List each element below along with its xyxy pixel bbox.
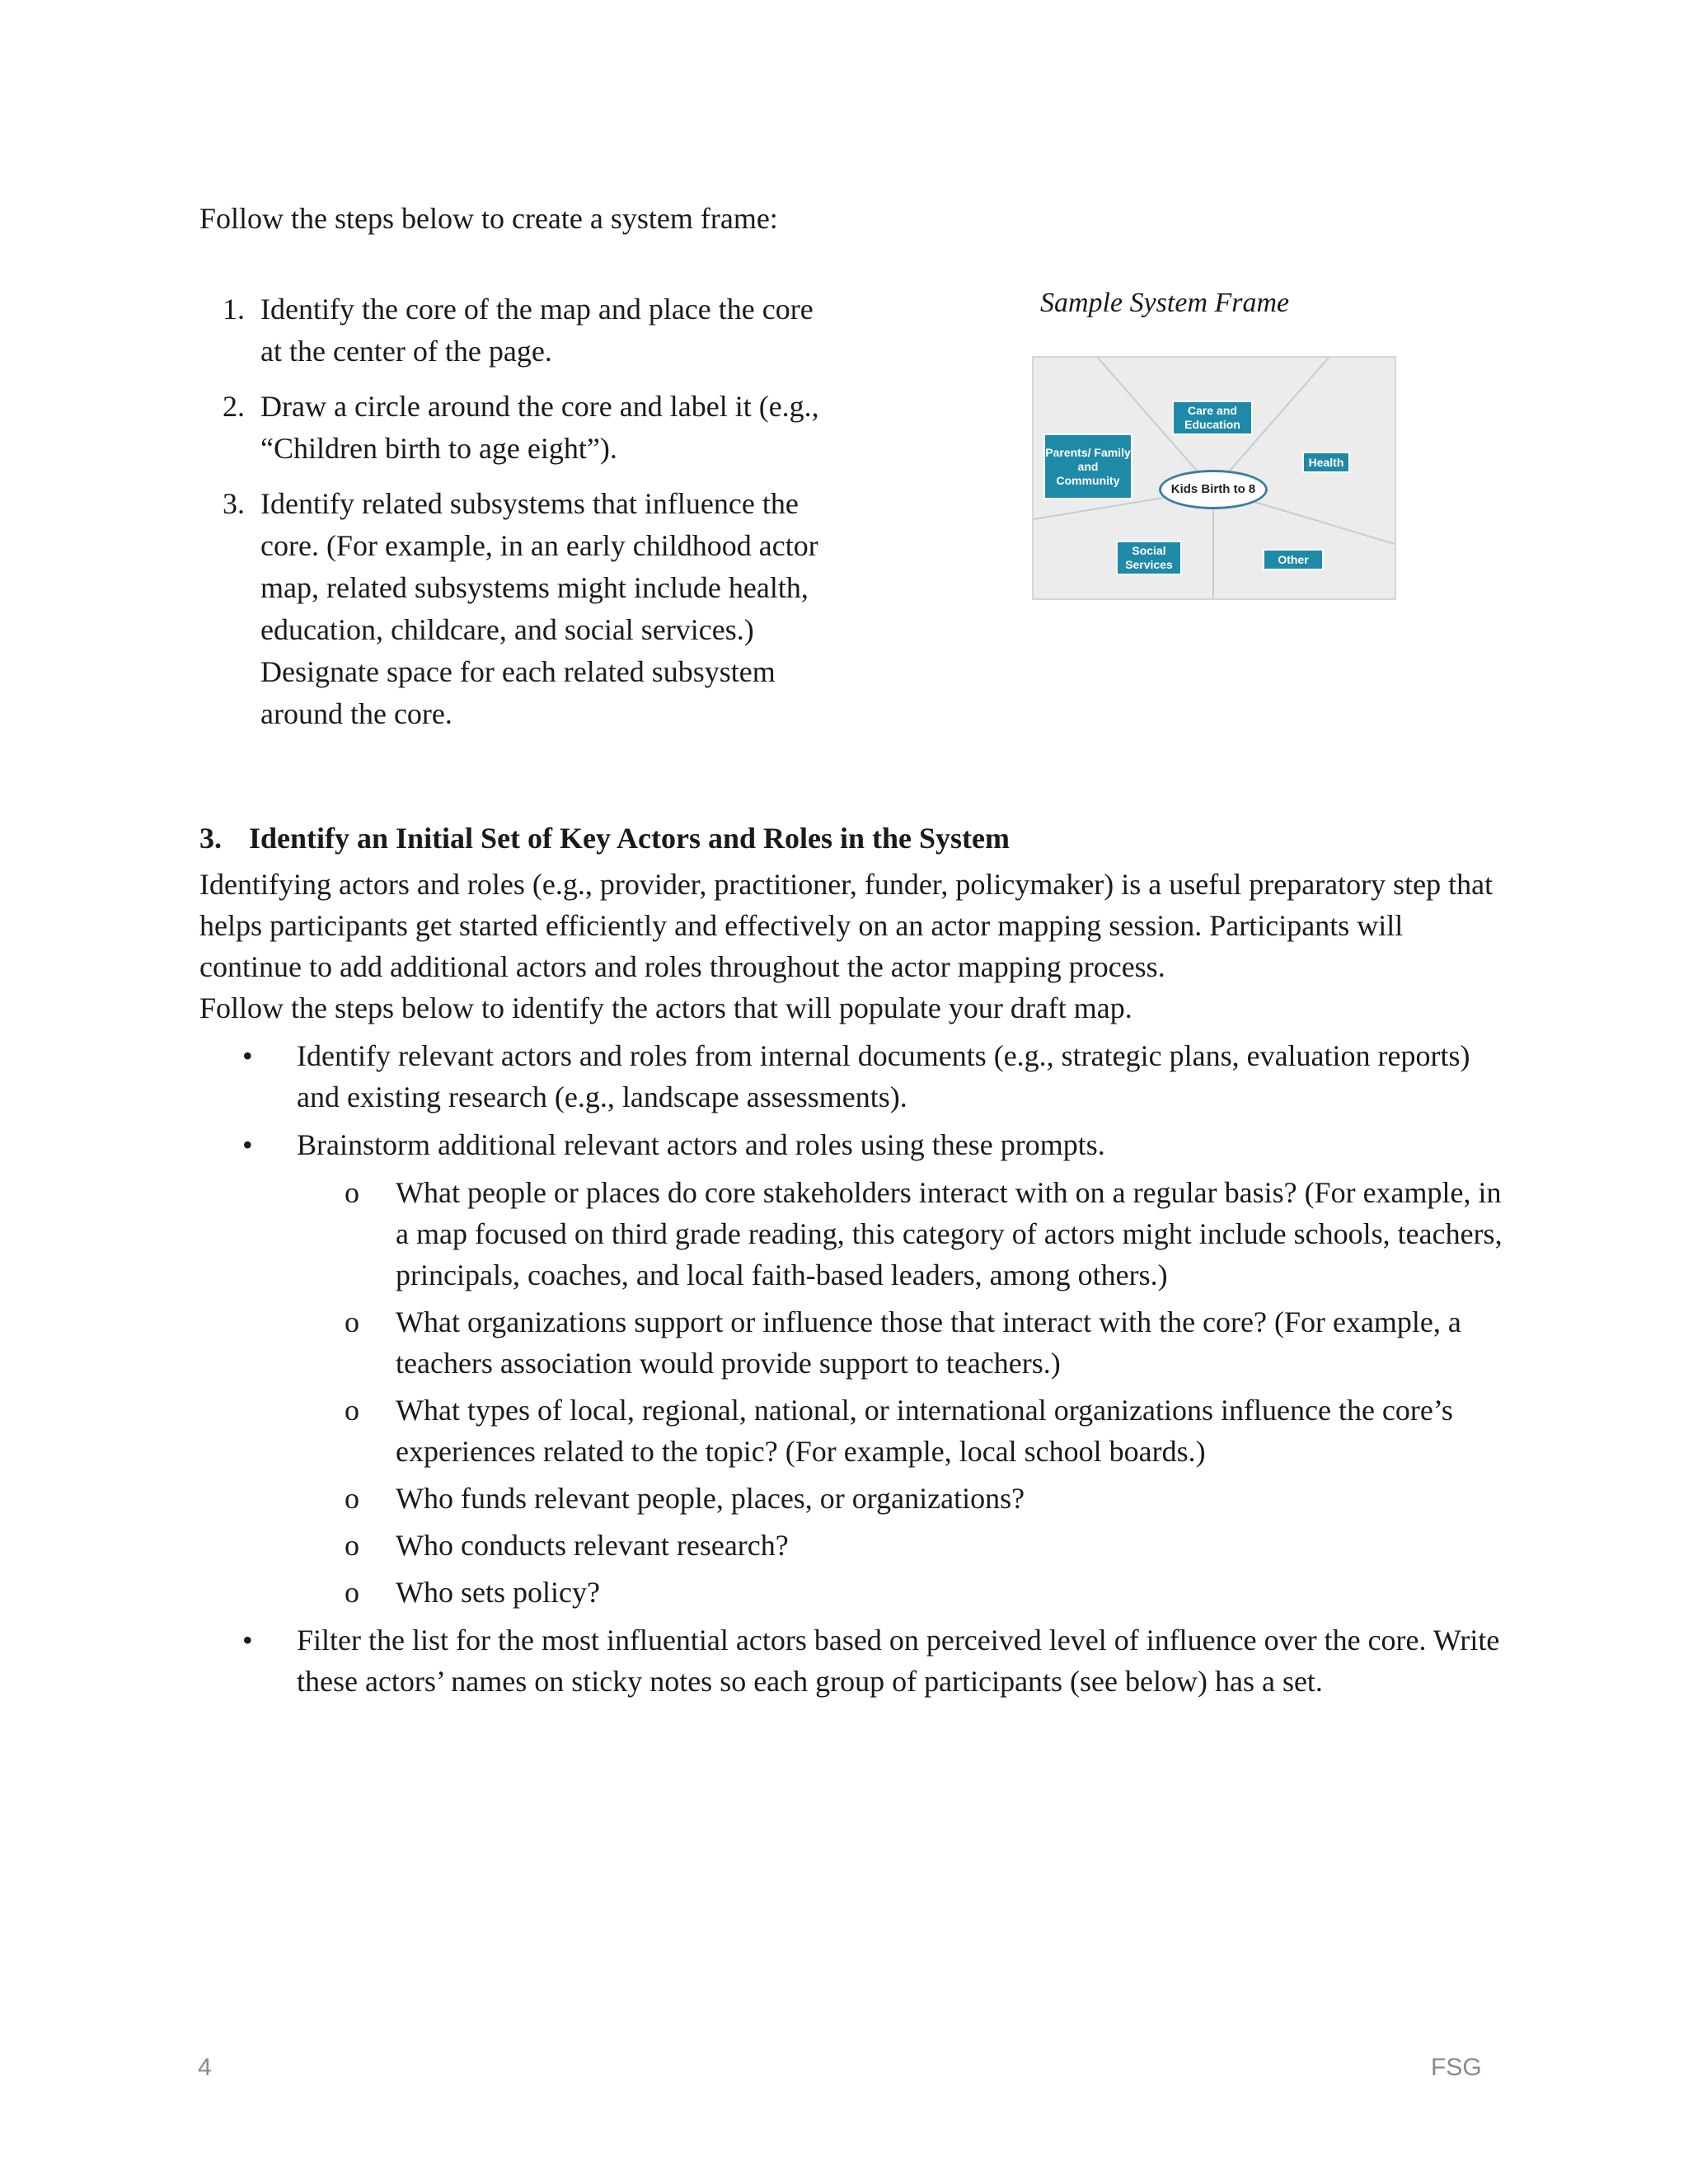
sub-bullet-item: [297, 1525, 1518, 1566]
sub-bullet-symbol: o: [345, 1529, 359, 1562]
box-health: Health: [1302, 452, 1350, 473]
bullet-item: [199, 1035, 1518, 1118]
sub-bullet-symbol: o: [345, 1482, 359, 1515]
intro-text: Follow the steps below to create a system frame:: [199, 202, 778, 235]
sub-bullet-item: [297, 1172, 1518, 1296]
box-parents-family-community: Parents/ Family and Community: [1043, 434, 1132, 499]
footer-org-name: FSG: [1431, 2054, 1482, 2081]
sub-bullet-item: [297, 1478, 1518, 1519]
section-heading: [199, 818, 1010, 859]
section-number: 3.: [199, 822, 222, 855]
bullet-text: Brainstorm additional relevant actors and roles using these prompts.: [297, 1128, 1105, 1161]
sub-bullet-text: Who conducts relevant research?: [396, 1529, 789, 1562]
bullet-item: [199, 1619, 1518, 1702]
section-paragraph: Identifying actors and roles (e.g., provider, practitioner, funder, policymaker) is a useful preparatory step that helps participants get started efficiently and effectively on an actor mapping session. Participants will continue to add additional actors and roles throughout the actor mapping process.: [199, 868, 1493, 983]
step-number: 3.: [223, 487, 245, 520]
section-paragraph-2: Follow the steps below to identify the actors that will populate your draft map.: [199, 991, 1132, 1024]
step-number: 1.: [223, 293, 245, 326]
step-item: [199, 483, 826, 735]
sub-bullet-symbol: o: [345, 1176, 359, 1209]
sub-bullet-text: Who sets policy?: [396, 1576, 600, 1609]
core-circle: Kids Birth to 8: [1159, 470, 1268, 509]
box-social-services: Social Services: [1116, 541, 1182, 575]
bullet-text: Filter the list for the most influential actors based on perceived level of influence over the core. Write these actors’ names on sticky notes so each group of participants (see below) has a set.: [297, 1624, 1500, 1698]
step-item: [199, 386, 826, 470]
sub-bullet-text: What types of local, regional, national, or international organizations influence the core’s experiences related to the topic? (For example, local school boards.): [396, 1394, 1453, 1468]
bullet-item: [199, 1124, 1518, 1613]
section-title: Identify an Initial Set of Key Actors and Roles in the System: [249, 822, 1010, 855]
bullet-symbol: •: [242, 1624, 253, 1657]
sub-bullet-text: What people or places do core stakeholders interact with on a regular basis? (For example, in a map focused on third grade reading, this category of actors might include schools, teachers, principals, coaches, and local faith-based leaders, among others.): [396, 1176, 1503, 1291]
box-other: Other: [1263, 549, 1324, 570]
box-care-and-education: Care and Education: [1172, 401, 1253, 435]
bullet-symbol: •: [242, 1128, 253, 1161]
step-number: 2.: [223, 390, 245, 423]
step-item: [199, 288, 826, 373]
system-frame-steps: [199, 288, 826, 748]
sub-bullet-symbol: o: [345, 1576, 359, 1609]
prompt-sublist: [297, 1172, 1518, 1613]
figure-caption: Sample System Frame: [1040, 288, 1290, 318]
page-number: 4: [198, 2054, 212, 2081]
sub-bullet-text: Who funds relevant people, places, or organizations?: [396, 1482, 1025, 1515]
step-text: Identify related subsystems that influence the core. (For example, in an early childhood actor map, related subsystems might include health, education, childcare, and social services.) Designate space for each related subsystem around the core.: [260, 487, 818, 730]
step-text: Identify the core of the map and place the core at the center of the page.: [260, 293, 814, 368]
sub-bullet-symbol: o: [345, 1305, 359, 1338]
sub-bullet-item: [297, 1572, 1518, 1613]
sub-bullet-symbol: o: [345, 1394, 359, 1427]
step-text: Draw a circle around the core and label it (e.g., “Children birth to age eight”).: [260, 390, 819, 465]
sub-bullet-item: [297, 1301, 1518, 1384]
bullet-symbol: •: [242, 1039, 253, 1072]
sub-bullet-item: [297, 1390, 1518, 1472]
sample-system-frame-figure: [1032, 356, 1396, 600]
actor-steps-list: [199, 1035, 1518, 1708]
bullet-text: Identify relevant actors and roles from internal documents (e.g., strategic plans, evaluation reports) and existing research (e.g., landscape assessments).: [297, 1039, 1470, 1113]
sub-bullet-text: What organizations support or influence those that interact with the core? (For example, a teachers association would provide support to teachers.): [396, 1305, 1461, 1380]
